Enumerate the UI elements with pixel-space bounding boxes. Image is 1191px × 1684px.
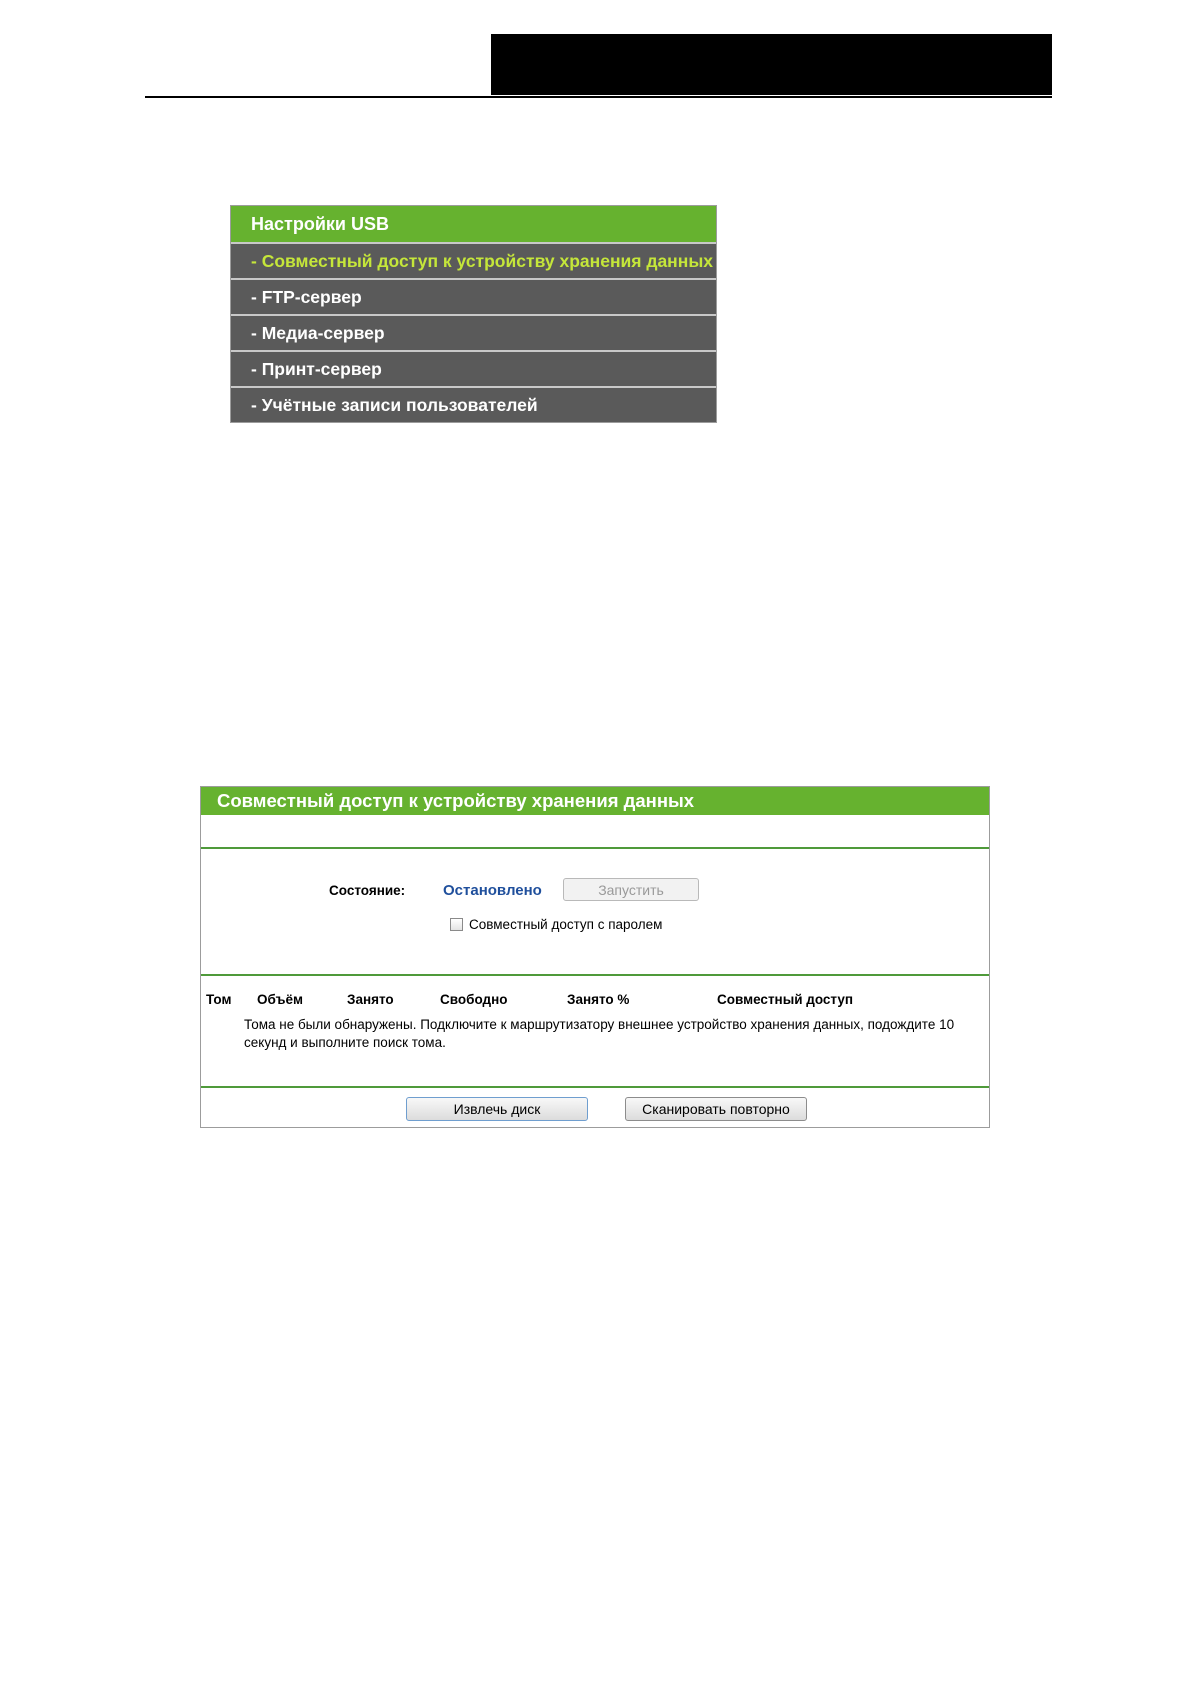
- rescan-button[interactable]: Сканировать повторно: [625, 1097, 807, 1121]
- menu-item-storage-sharing[interactable]: - Совместный доступ к устройству хранения данных: [231, 242, 716, 278]
- panel-title: Совместный доступ к устройству хранения данных: [201, 787, 989, 815]
- status-label: Состояние:: [329, 883, 406, 898]
- password-sharing-checkbox[interactable]: [450, 918, 463, 931]
- column-header-capacity: Объём: [257, 992, 303, 1007]
- document-header-rule: [145, 96, 1052, 98]
- column-header-used-percent: Занято %: [567, 992, 630, 1007]
- no-volumes-message: Тома не были обнаружены. Подключите к маршрутизатору внешнее устройство хранения данных, подождите 10 секунд и выполните поиск тома.: [244, 1017, 955, 1050]
- start-button[interactable]: Запустить: [563, 878, 699, 901]
- menu-item-media-server[interactable]: - Медиа-сервер: [231, 314, 716, 350]
- divider-top: [201, 847, 989, 849]
- column-header-free: Свободно: [440, 992, 508, 1007]
- usb-settings-menu: [230, 205, 717, 423]
- divider-middle: [201, 974, 989, 976]
- column-header-used: Занято: [347, 992, 394, 1007]
- column-header-volume: Том: [206, 992, 232, 1007]
- eject-disk-button[interactable]: Извлечь диск: [406, 1097, 588, 1121]
- storage-sharing-panel: [200, 786, 990, 1128]
- status-value: Остановлено: [443, 882, 542, 899]
- document-header-bar: [491, 34, 1052, 95]
- usb-menu-title[interactable]: Настройки USB: [231, 206, 716, 242]
- column-header-sharing: Совместный доступ: [717, 992, 854, 1007]
- divider-bottom: [201, 1086, 989, 1088]
- password-sharing-label: Совместный доступ с паролем: [469, 917, 663, 932]
- menu-item-ftp-server[interactable]: - FTP-сервер: [231, 278, 716, 314]
- menu-item-print-server[interactable]: - Принт-сервер: [231, 350, 716, 386]
- menu-item-user-accounts[interactable]: - Учётные записи пользователей: [231, 386, 716, 422]
